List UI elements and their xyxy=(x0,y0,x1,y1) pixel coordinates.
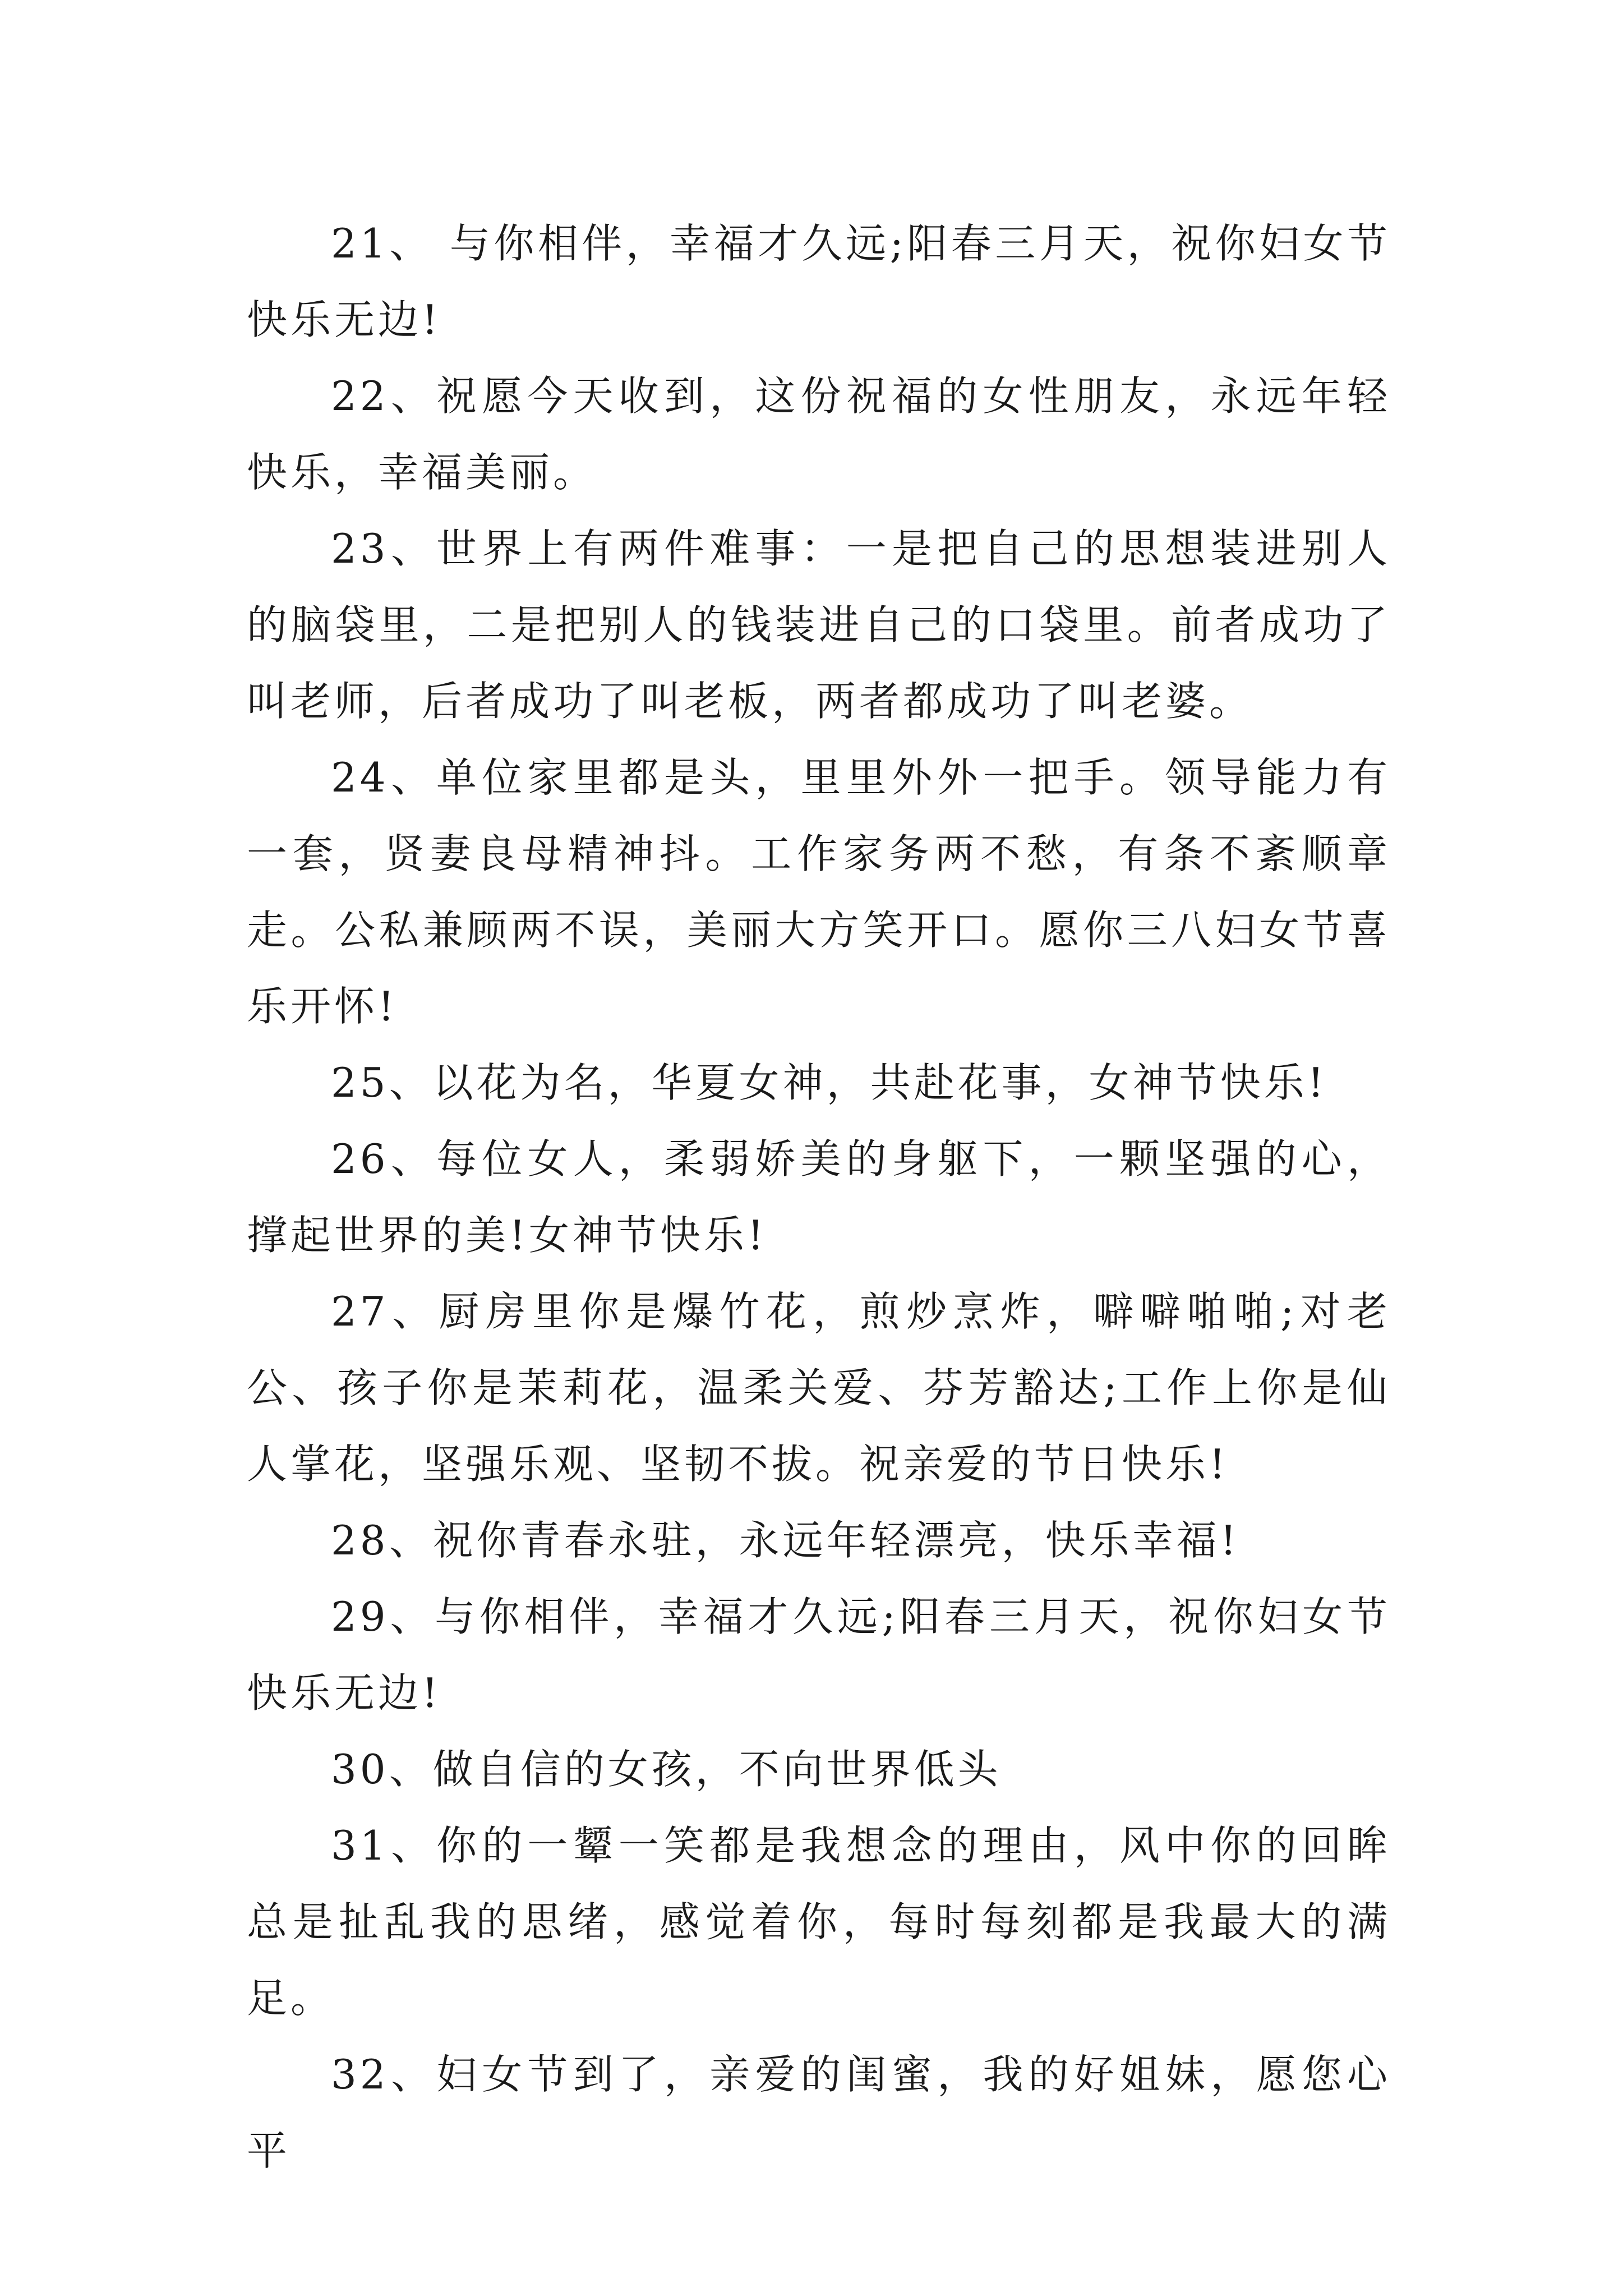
paragraph-28: 28、祝你青春永驻，永远年轻漂亮，快乐幸福! xyxy=(331,1517,1240,1564)
paragraph-25: 25、以花为名，华夏女神，共赴花事，女神节快乐! xyxy=(331,1059,1327,1106)
paragraph-22: 22、祝愿今天收到，这份祝福的女性朋友，永远年轻快乐，幸福美丽。 xyxy=(247,372,1391,496)
paragraph-32: 32、妇女节到了，亲爱的闺蜜，我的好姐妹，愿您心平 xyxy=(247,2051,1391,2174)
document-body xyxy=(247,205,1391,2189)
paragraph-23: 23、世界上有两件难事：一是把自己的思想装进别人的脑袋里，二是把别人的钱装进自己的口袋里。前者成功了叫老师，后者成功了叫老板，两者都成功了叫老婆。 xyxy=(247,525,1391,725)
paragraph-31: 31、你的一颦一笑都是我想念的理由，风中你的回眸总是扯乱我的思绪，感觉着你，每时每刻都是我最大的满足。 xyxy=(247,1822,1391,2022)
paragraph-30: 30、做自信的女孩，不向世界低头 xyxy=(331,1746,1002,1793)
paragraph-29: 29、与你相伴，幸福才久远;阳春三月天，祝你妇女节快乐无边! xyxy=(247,1593,1391,1717)
paragraph-26: 26、每位女人，柔弱娇美的身躯下，一颗坚强的心，撑起世界的美!女神节快乐! xyxy=(247,1135,1391,1259)
paragraph-24: 24、单位家里都是头，里里外外一把手。领导能力有一套，贤妻良母精神抖。工作家务两不愁，有条不紊顺章走。公私兼顾两不误，美丽大方笑开口。愿你三八妇女节喜乐开怀! xyxy=(247,754,1391,1030)
paragraph-27: 27、厨房里你是爆竹花，煎炒烹炸，噼噼啪啪;对老公、孩子你是茉莉花，温柔关爱、芬芳豁达;工作上你是仙人掌花，坚强乐观、坚韧不拔。祝亲爱的节日快乐! xyxy=(247,1288,1391,1488)
paragraph-21: 21、 与你相伴，幸福才久远;阳春三月天，祝你妇女节快乐无边! xyxy=(247,220,1391,343)
